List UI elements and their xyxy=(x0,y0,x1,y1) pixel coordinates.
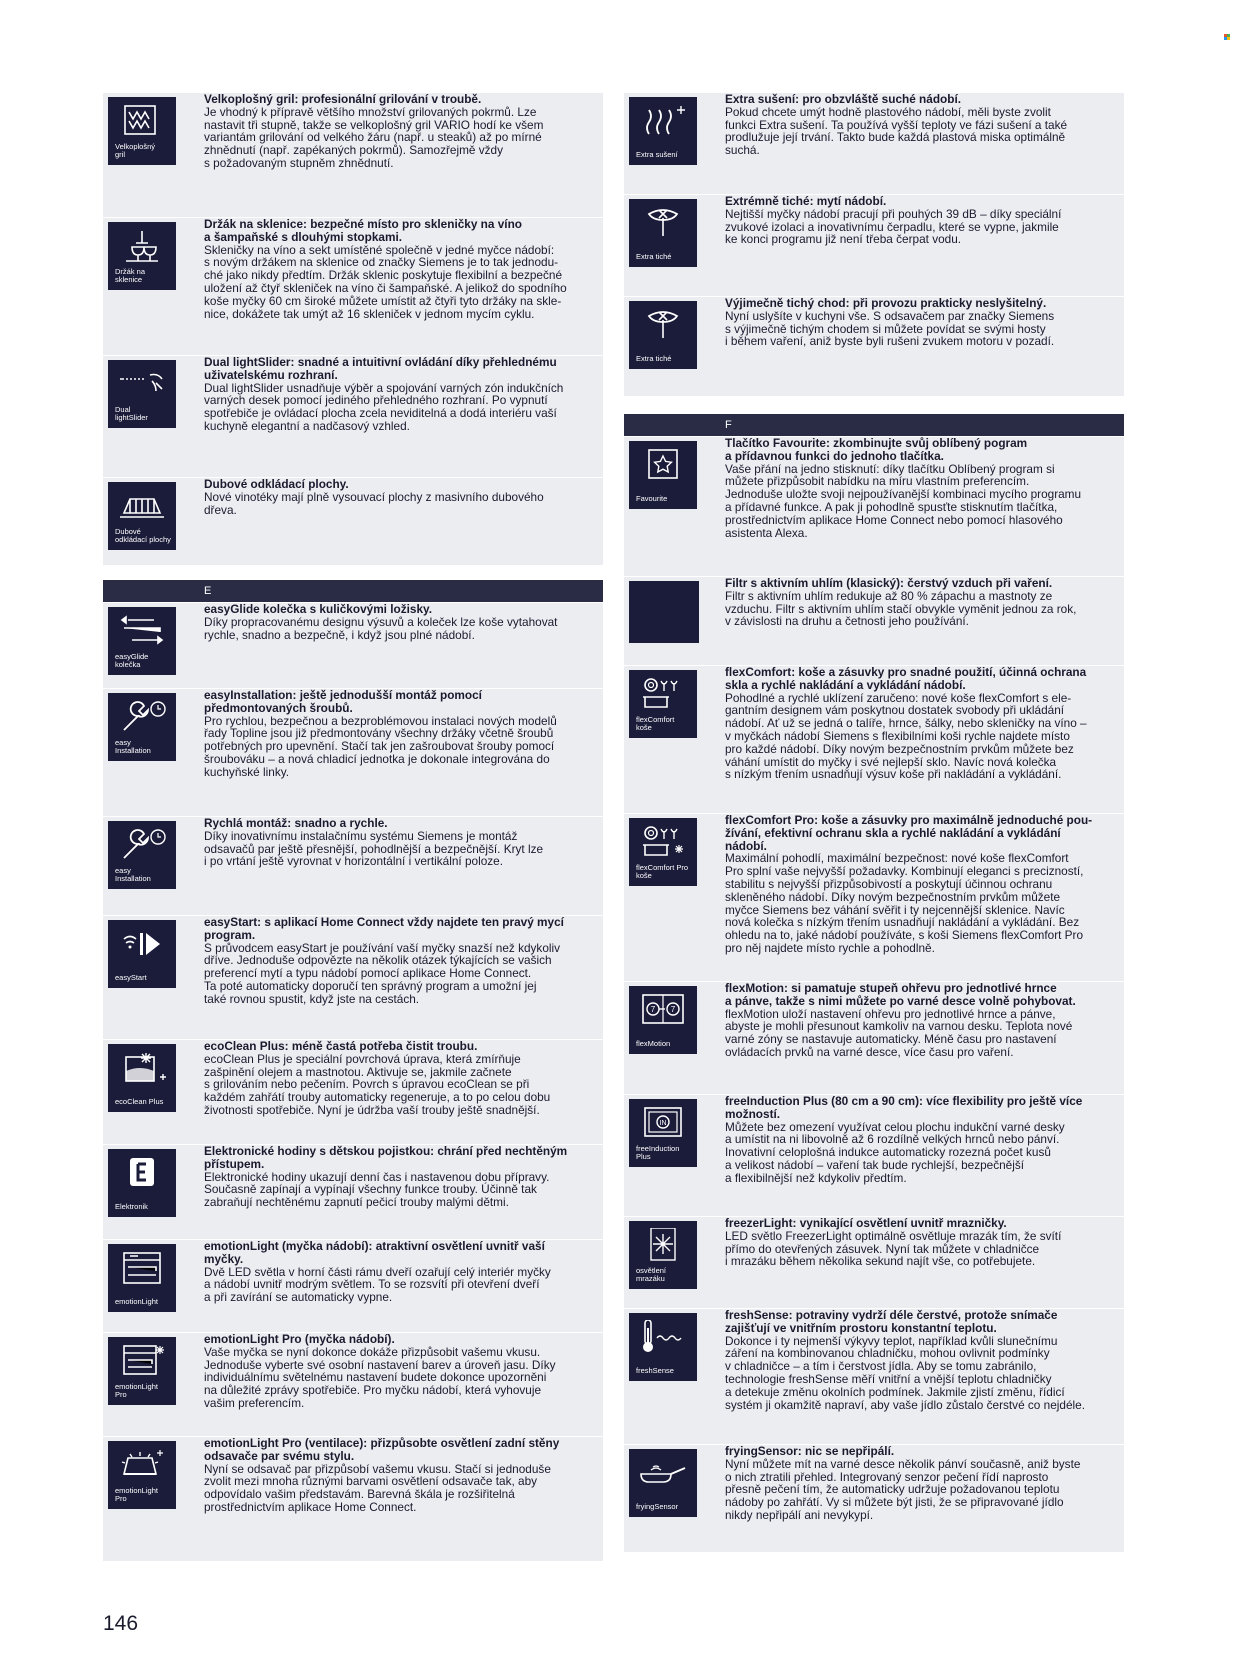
feature-body: flexMotion uloží nastavení ohřevu pro jednotlivé hrnce a pánve, abyste je mohli přesunout kamkoliv na varnou desku. Teplota nové varné zóny se nastavuje automaticky. Méně času pro nastavení ovládacích prvků na varné desce, více času pro vaření. xyxy=(725,1006,1073,1059)
hood-light-icon xyxy=(116,1448,168,1482)
freezer-light-icon-tile xyxy=(629,1221,697,1289)
feature-entry xyxy=(103,1144,603,1239)
tile-caption: Dual lightSlider xyxy=(115,405,148,422)
oak-shelf-icon xyxy=(116,489,168,523)
feature-title: Rychlá montáž: snadno a rychle. xyxy=(204,816,388,830)
feature-title: Dubové odkládací plochy. xyxy=(204,477,349,491)
dishwasher-light-pro-icon xyxy=(116,1344,168,1378)
tile-caption: easyGlide kolečka xyxy=(115,652,149,669)
feature-title: Elektronické hodiny s dětskou pojistkou: chrání před nechtěným přístupem. xyxy=(204,1144,568,1171)
feature-body: Pohodlné a rychlé uklízení zaručeno: nové koše flexComfort s ele- gantním designem vám poskytnou dostatek svobody při ukládání nádobí. Ať už se jedná o talíře, hrnce, šálky, nebo skleničky na víno – v myčkách nádobí Siemens s flexibilními koši rychle najdete místo pro každé nádobí. Díky novým bezpečnostním prvkům můžete bez váhání umístit do myčky i své nejlepší sklo. Navíc nová kolečka s nízkým třením usnadňují výsuv koše při nakládání a vykládání. xyxy=(725,690,1087,782)
tile-caption: Držák na sklenice xyxy=(115,267,146,284)
svg-text:7: 7 xyxy=(670,1005,676,1014)
tile-caption: easyStart xyxy=(115,973,147,982)
feature-entry xyxy=(624,813,1124,981)
tile-caption: flexMotion xyxy=(636,1039,671,1048)
tile-caption: easy Installation xyxy=(115,866,151,883)
silence-icon-tile xyxy=(629,301,697,369)
feature-entry xyxy=(103,688,603,816)
feature-entry xyxy=(624,1216,1124,1308)
feature-entry xyxy=(103,816,603,915)
feature-body: S průvodcem easyStart je používání vaší myčky snazší než kdykoliv dříve. Jednoduše odpovězte na několik otázek týkajících se vašich preferencí mytí a typu nádobí pomocí aplikace Home Connect. Ta poté automaticky doporučí ten správný program a umožní jej také rovnou spustit, když jste na cestách. xyxy=(204,940,561,1006)
tile-caption: fryingSensor xyxy=(636,1502,679,1511)
feature-body: Díky propracovanému designu výsuvů a koleček lze koše vytahovat rychle, snadno a bezpečně, i když jsou plné nádobí. xyxy=(204,614,558,642)
feature-title: Dual lightSlider: snadné a intuitivní ovládání díky přehlednému uživatelskému rozhraní. xyxy=(204,355,557,382)
glass-holder-icon xyxy=(116,229,168,263)
feature-entry xyxy=(624,92,1124,194)
light-slider-icon-tile xyxy=(108,360,176,428)
flexcomfort-icon xyxy=(637,677,689,711)
corner-mark-icon xyxy=(1224,34,1230,42)
feature-body: Filtr s aktivním uhlím redukuje až 80 % zápachu a mastnoty ze vzduchu. Filtr s aktivním uhlím stačí obvykle vyměnit jednou za rok, v závislosti na druhu a četnosti jeho používání. xyxy=(725,588,1077,629)
filter-icon-tile xyxy=(629,581,699,643)
feature-body: Je vhodný k přípravě většího množství grilovaných pokrmů. Lze nastavit tři stupně, takže se velkoplošný gril VARIO hodí ke všem variantám grilování od velkého žáru (např. u steaků) až po mírné zhnědnutí (např. zapékaných pokrmů). Samozřejmě vždy s požadovaným stupněm zhnědnutí. xyxy=(204,104,544,170)
feature-title: Tlačítko Favourite: zkombinujte svůj oblíbený pogram a přídavnou funkci do jednoho tlačítka. xyxy=(725,436,1028,463)
feature-body: Nyní můžete mít na varné desce několik pánví současně, aniž byste o nich ztratili přehled. Integrovaný senzor pečení řídí naprosto přesně pečení tím, že automaticky udržuje požadovanou teplotu nádoby po zahřátí. Vy si můžete být jisti, že se připravované jídlo nikdy nepřipálí ani nevykypí. xyxy=(725,1456,1081,1522)
extra-dry-icon-tile xyxy=(629,97,697,165)
section-header-e: E xyxy=(103,580,603,602)
feature-body: Dual lightSlider usnadňuje výběr a spojování varných zón indukčních varných desek pomocí jediného přehledného rozhraní. Po vypnutí spotřebiče je ovládací plocha zcela neviditelná a dodá interiéru vaší kuchyně elegantní a nadčasový vzhled. xyxy=(204,380,564,433)
feature-body: Elektronické hodiny ukazují denní čas i nastavenou dobu přípravy. Současně zapínají a vypínají všechny funkce trouby. Účinně tak zabraňují nechtěnému zapnutí pečicí trouby malými dětmi. xyxy=(204,1169,550,1210)
feature-title: fryingSensor: nic se nepřipálí. xyxy=(725,1444,895,1458)
feature-entry xyxy=(103,915,603,1039)
feature-body: Můžete bez omezení využívat celou plochu indukční varné desky a umístit na ni libovolně až 6 rozdílně velkých hrnců nebo pánví. Inovativní celoplošná indukce automaticky rozezná počet kusů a velikost nádobí – vaření tak bude rychlejší, bezpečnější a flexibilnější než kdykoliv předtím. xyxy=(725,1119,1065,1185)
silence-icon xyxy=(637,206,689,240)
frying-pan-icon xyxy=(637,1456,689,1490)
favourite-star-icon xyxy=(637,448,689,482)
dishwasher-light-icon xyxy=(116,1251,168,1285)
feature-entry xyxy=(624,981,1124,1094)
feature-title: emotionLight Pro (myčka nádobí). xyxy=(204,1332,395,1346)
feature-title: emotionLight Pro (ventilace): přizpůsobte osvětlení zadní stěny odsavače par svému stylu. xyxy=(204,1436,560,1463)
feature-entry xyxy=(103,1039,603,1144)
feature-entry xyxy=(624,194,1124,296)
tile-caption: Velkoplošný gril xyxy=(115,142,156,159)
tile-caption: ecoClean Plus xyxy=(115,1097,164,1106)
feature-entry xyxy=(103,217,603,355)
ecoclean-icon-tile xyxy=(108,1044,176,1112)
flexcomfort-pro-icon xyxy=(637,825,689,859)
flexcomfort-pro-icon-tile xyxy=(629,818,697,886)
dishwasher-light-icon-tile xyxy=(108,1244,176,1312)
easystart-icon xyxy=(116,927,168,961)
tile-caption: emotionLight Pro xyxy=(115,1382,158,1399)
page-number: 146 xyxy=(103,1612,139,1635)
feature-entry xyxy=(103,355,603,477)
feature-body: Dokonce i ty nejmenší výkyvy teplot, například kvůli slunečnímu záření na kombinovanou chladničku, mohou ovlivnit podmínky v chladničce – a tím i čerstvost jídla. Aby se tomu zabránilo, technologie freshSense měří vnitřní a vnější teplotu chladničky a detekuje změnu okolních podmínek. Jakmile zjistí změnu, řídicí systém ji okamžitě napraví, aby vaše jídlo zůstalo čerstvé co nejdéle. xyxy=(725,1333,1085,1412)
feature-entry xyxy=(103,92,603,217)
feature-body: Maximální pohodlí, maximální bezpečnost: nové koše flexComfort Pro splní vaše nejvyšší požadavky. Kombinují eleganci s precizností, stabilitu s nejvyšší přizpůsobivostí a poskytují účinnou ochranu skleněného nádobí. Díky novým bezpečnostním prvkům můžete myčce Siemens bez váhání svěřit i ty nejcennější sklenice. Navíc nová kolečka s nízkým třením usnadňují nakládání a vykládání. Bez ohledu na to, jaké nádobí používáte, s koši Siemens flexComfort Pro pro něj najdete místo rychle a pohodlně. xyxy=(725,851,1084,955)
ecoclean-icon xyxy=(116,1051,168,1085)
electronic-clock-icon-tile xyxy=(108,1149,176,1217)
feature-entry xyxy=(103,1332,603,1436)
wrench-clock-icon xyxy=(116,700,168,734)
electronic-clock-icon xyxy=(116,1156,168,1190)
freeinduction-icon-tile xyxy=(629,1099,697,1167)
feature-body: ecoClean Plus je speciální povrchová úprava, která zmírňuje zašpinění olejem a mastnotou. Aktivuje se, jakmile začnete s grilováním nebo pečením. Povrch s úpravou ecoClean se při každém zahřátí trouby automaticky regeneruje, a to po celou dobu životnosti spotřebiče. Nyní je údržba vaší trouby ještě snadnější. xyxy=(204,1051,551,1117)
flexmotion-icon-tile xyxy=(629,986,697,1054)
light-slider-icon xyxy=(116,367,168,401)
tile-caption: Dubové odkládací plochy xyxy=(115,527,171,544)
feature-title: easyStart: s aplikací Home Connect vždy najdete ten pravý mycí program. xyxy=(204,915,564,942)
feature-title: flexMotion: si pamatuje stupeň ohřevu pro jednotlivé hrnce a pánve, takže s nimi můžete po varné desce volně pohybovat. xyxy=(725,981,1076,1008)
tile-caption: osvětlení mrazáku xyxy=(636,1266,667,1283)
feature-body: Pokud chcete umýt hodně plastového nádobí, měli byste zvolit funkci Extra sušení. Ta používá vyšší teploty ve fázi sušení a také prodlužuje její trvání. Takto bude každá plastová miska optimálně suchá. xyxy=(725,104,1068,158)
feature-entry xyxy=(624,436,1124,576)
wrench-clock-icon xyxy=(116,828,168,862)
feature-body: Skleničky na víno a sekt umístěné společně v jedné myčce nádobí: s novým držákem na sklenice od značky Siemens je to tak jednodu- ché jako nikdy předtím. Držák sklenic poskytuje flexibilní a bezpečné uložení až čtyř skleniček na víno či šampaňské. A jelikož do spodního koše myčky 60 cm široké můžete umístit až čtyři tyto držáky na skle- nice, dokážete tak umýt až 16 skleniček v jednom mycím cyklu. xyxy=(204,242,567,321)
feature-title: Velkoplošný gril: profesionální grilování v troubě. xyxy=(204,92,482,106)
feature-entry xyxy=(103,1436,603,1561)
feature-entry xyxy=(624,1094,1124,1216)
feature-title: ecoClean Plus: méně častá potřeba čistit troubu. xyxy=(204,1039,478,1053)
dishwasher-light-pro-icon-tile xyxy=(108,1337,176,1405)
thermometer-icon xyxy=(637,1320,689,1354)
feature-entry xyxy=(624,576,1124,665)
feature-body: Dvě LED světla v horní části rámu dveří ozařují celý interiér myčky a nádobí uvnitř modrým světlem. To se rozsvítí při otevření dveří a při zavírání se automaticky vypne. xyxy=(204,1264,551,1305)
easystart-icon-tile xyxy=(108,920,176,988)
feature-body: Pro rychlou, bezpečnou a bezproblémovou instalaci nových modelů řady Topline jsou již předmontovány všechny držáky včetně šroubů potřebných pro upevnění. Stačí tak jen zašroubovat šrouby pomocí šroubováku – a nová chladicí jednotka je dokonale integrována do kuchyňské linky. xyxy=(204,713,557,779)
easyglide-icon xyxy=(116,614,168,648)
feature-entry xyxy=(624,1444,1124,1552)
feature-title: Filtr s aktivním uhlím (klasický): čerstvý vzduch při vaření. xyxy=(725,576,1053,590)
hood-light-icon-tile xyxy=(108,1441,176,1509)
flexcomfort-icon-tile xyxy=(629,670,697,738)
feature-body: Vaše myčka se nyní dokonce dokáže přizpůsobit vašemu vkusu. Jednoduše vyberte své osobní nastavení barev a úroveň jasu. Díky individuálnímu světelnému nastavení budete dokonce upozorněni na důležité zprávy spotřebiče. Pro myčku nádobí, která vyhovuje vašim preferencím. xyxy=(204,1344,556,1410)
glass-holder-icon-tile xyxy=(108,222,176,290)
tile-caption: freshSense xyxy=(636,1366,674,1375)
wrench-clock-icon-tile xyxy=(108,693,176,761)
easyglide-icon-tile xyxy=(108,607,176,675)
silence-icon xyxy=(637,308,689,342)
grill-icon xyxy=(116,104,168,138)
feature-body: LED světlo FreezerLight optimálně osvětluje mrazák tím, že svítí přímo do otevřených zásuvek. Nyní tak můžete v chladničce i mrazáku během několika sekund najít vše, co potřebujete. xyxy=(725,1228,1062,1269)
feature-body: Nové vinotéky mají plně vysouvací plochy z masivního dubového dřeva. xyxy=(204,489,544,517)
feature-title: Extrémně tiché: mytí nádobí. xyxy=(725,194,887,208)
tile-caption: Elektronik xyxy=(115,1202,148,1211)
frying-pan-icon-tile xyxy=(629,1449,697,1517)
feature-entry xyxy=(103,602,603,688)
tile-caption: Extra tiché xyxy=(636,354,672,363)
feature-body: Nejtišší myčky nádobí pracují při pouhých 39 dB – díky speciální zvukové izolaci a inovativnímu čerpadlu, které se vypne, jakmile ke konci programu již není třeba čerpat vodu. xyxy=(725,206,1062,247)
feature-title: Extra sušení: pro obzvláště suché nádobí. xyxy=(725,92,961,106)
feature-title: freeInduction Plus (80 cm a 90 cm): více flexibility pro ještě více možností. xyxy=(725,1094,1083,1121)
grill-icon-tile xyxy=(108,97,176,165)
tile-caption: flexComfort Pro koše xyxy=(636,863,689,880)
flexmotion-icon xyxy=(637,993,689,1027)
feature-title: Výjimečně tichý chod: při provozu prakticky neslyšitelný. xyxy=(725,296,1047,310)
tile-caption: emotionLight xyxy=(115,1297,158,1306)
oak-shelf-icon-tile xyxy=(108,482,176,550)
svg-text:7: 7 xyxy=(650,1005,656,1014)
feature-entry xyxy=(103,1239,603,1332)
favourite-star-icon-tile xyxy=(629,441,697,509)
feature-title: flexComfort: koše a zásuvky pro snadné použití, účinná ochrana skla a rychlé nakládání a vykládání nádobí. xyxy=(725,665,1087,692)
svg-text:IN: IN xyxy=(659,1120,667,1127)
feature-entry xyxy=(624,1308,1124,1444)
tile-caption: emotionLight Pro xyxy=(115,1486,158,1503)
freezer-light-icon xyxy=(637,1228,689,1262)
feature-body: Nyní se odsavač par přizpůsobí vašemu vkusu. Stačí si jednoduše zvolit mezi mnoha různými barvami osvětlení odsavače tak, aby odpovídalo vašim představám. Barevná škála je rozšiřitelná prostřednictvím aplikace Home Connect. xyxy=(204,1461,551,1514)
feature-body: Díky inovativnímu instalačnímu systému Siemens je montáž odsavačů par ještě přesnější, pohodlnější a bezpečnější. Kryt lze i po vrtání ještě vyrovnat v horizontální i vertikální poloze. xyxy=(204,828,544,869)
tile-caption: easy Installation xyxy=(115,738,151,755)
extra-dry-icon xyxy=(637,104,689,138)
tile-caption: flexComfort koše xyxy=(636,715,675,732)
feature-title: easyInstallation: ještě jednodušší montáž pomocí předmontovaných šroubů. xyxy=(204,688,482,715)
feature-entry xyxy=(624,665,1124,813)
feature-body: Nyní uslyšíte v kuchyni vše. S odsavačem par značky Siemens s výjimečně tichým chodem si můžete povídat se svými hosty i během vaření, aniž byste byli rušeni zvukem motoru v pozadí. xyxy=(725,308,1055,349)
feature-title: Držák na sklenice: bezpečné místo pro skleničky na víno a šampaňské s dlouhými stopkami. xyxy=(204,217,522,244)
tile-caption: Favourite xyxy=(636,494,668,503)
tile-caption: freeInduction Plus xyxy=(636,1144,680,1161)
thermometer-icon-tile xyxy=(629,1313,697,1381)
feature-title: freshSense: potraviny vydrží déle čerstvé, protože snímače zajišťují ve vnitřním prostoru konstantní teplotu. xyxy=(725,1308,1058,1335)
tile-caption: Extra sušení xyxy=(636,150,678,159)
freeinduction-icon xyxy=(637,1106,689,1140)
feature-body: Vaše přání na jedno stisknutí: díky tlačítku Oblíbený program si můžete přizpůsobit nabídku na míru vlastním preferencím. Jednoduše uložte svoji nejpoužívanější kombinaci mycího programu a přídavné funkce. A pak ji pohodlně spusťte stisknutím tlačítka, prostřednictvím aplikace Home Connect nebo pomocí hlasového asistenta Alexa. xyxy=(725,461,1082,540)
section-header-f: F xyxy=(624,414,1124,436)
wrench-clock-icon-tile xyxy=(108,821,176,889)
silence-icon-tile xyxy=(629,199,697,267)
feature-title: emotionLight (myčka nádobí): atraktivní osvětlení uvnitř vaší myčky. xyxy=(204,1239,545,1266)
feature-title: flexComfort Pro: koše a zásuvky pro maximálně jednoduché pou- žívání, efektivní ochranu skla a rychlé nakládání a vykládání nádobí. xyxy=(725,813,1093,853)
feature-title: freezerLight: vynikající osvětlení uvnitř mrazničky. xyxy=(725,1216,1007,1230)
feature-title: easyGlide kolečka s kuličkovými ložisky. xyxy=(204,602,432,616)
feature-entry xyxy=(103,477,603,565)
tile-caption: Extra tiché xyxy=(636,252,672,261)
feature-entry xyxy=(624,296,1124,396)
